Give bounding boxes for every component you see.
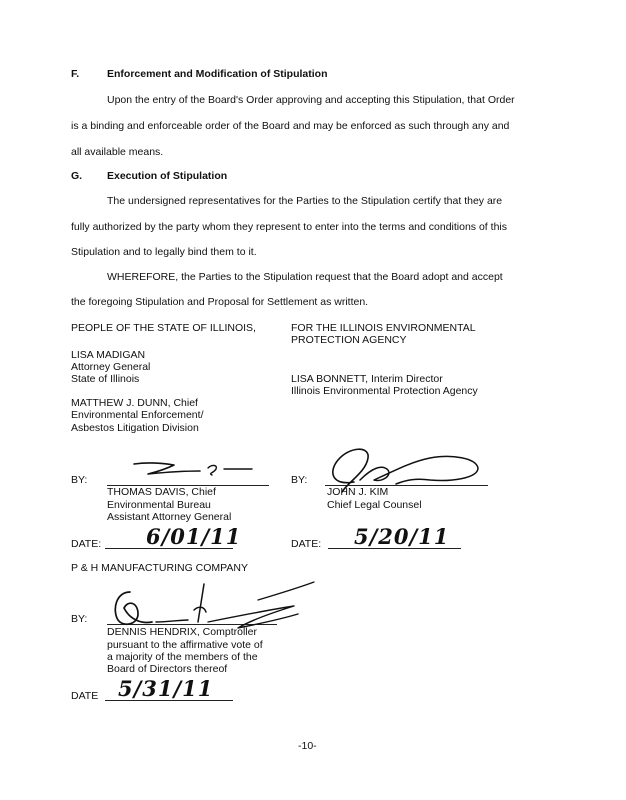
right-date-value: 5/20/11 [354, 524, 450, 549]
right-party-line: LISA BONNETT, Interim Director [291, 373, 443, 385]
section-g-heading: Execution of Stipulation [107, 170, 228, 182]
right-signer-line: JOHN J. KIM [327, 486, 389, 498]
left-party-line: LISA MADIGAN [71, 349, 146, 361]
section-f-line: all available means. [71, 146, 164, 158]
section-g-line: fully authorized by the party whom they represent to enter into the terms and conditions of this [71, 221, 507, 233]
company-signer-line: a majority of the members of the [107, 651, 258, 663]
company-signer-line: pursuant to the affirmative vote of [107, 639, 263, 651]
left-party-line: MATTHEW J. DUNN, Chief [71, 397, 198, 409]
right-by-label: BY: [291, 474, 308, 486]
section-f-letter: F. [71, 68, 80, 80]
left-by-label: BY: [71, 474, 88, 486]
company-by-label: BY: [71, 613, 88, 625]
company-signer-line: DENNIS HENDRIX, Comptroller [107, 626, 257, 638]
section-f-line: Upon the entry of the Board's Order approving and accepting this Stipulation, that Order [107, 94, 515, 106]
company-signer-line: Board of Directors thereof [107, 663, 228, 675]
company-date-label: DATE [71, 690, 99, 702]
left-date-value: 6/01/11 [146, 524, 242, 549]
right-signer-line: Chief Legal Counsel [327, 499, 422, 511]
right-party-line: Illinois Environmental Protection Agency [291, 385, 478, 397]
left-party-line: Attorney General [71, 361, 151, 373]
section-g-letter: G. [71, 170, 83, 182]
left-party-line: Environmental Enforcement/ [71, 409, 204, 421]
right-party-name: PROTECTION AGENCY [291, 334, 407, 346]
wherefore-line: WHEREFORE, the Parties to the Stipulation request that the Board adopt and accept [107, 271, 503, 283]
left-signer-line: THOMAS DAVIS, Chief [107, 486, 216, 498]
section-f-heading: Enforcement and Modification of Stipulation [107, 68, 328, 80]
company-name: P & H MANUFACTURING COMPANY [71, 562, 248, 574]
section-f-line: is a binding and enforceable order of the Board and may be enforced as such through any and [71, 120, 510, 132]
left-signer-line: Environmental Bureau [107, 499, 211, 511]
left-signature [128, 456, 258, 486]
left-signer-line: Assistant Attorney General [107, 511, 232, 523]
left-date-label: DATE: [71, 538, 102, 550]
section-g-line: Stipulation and to legally bind them to it. [71, 246, 257, 258]
left-party-line: State of Illinois [71, 373, 140, 385]
section-g-line: The undersigned representatives for the Parties to the Stipulation certify that they are [107, 195, 503, 207]
right-date-label: DATE: [291, 538, 322, 550]
page-number: -10- [298, 740, 317, 752]
left-party-line: Asbestos Litigation Division [71, 422, 199, 434]
wherefore-line: the foregoing Stipulation and Proposal for Settlement as written. [71, 296, 369, 308]
right-party-name: FOR THE ILLINOIS ENVIRONMENTAL [291, 322, 476, 334]
left-party-name: PEOPLE OF THE STATE OF ILLINOIS, [71, 322, 256, 334]
company-date-value: 5/31/11 [118, 676, 214, 701]
